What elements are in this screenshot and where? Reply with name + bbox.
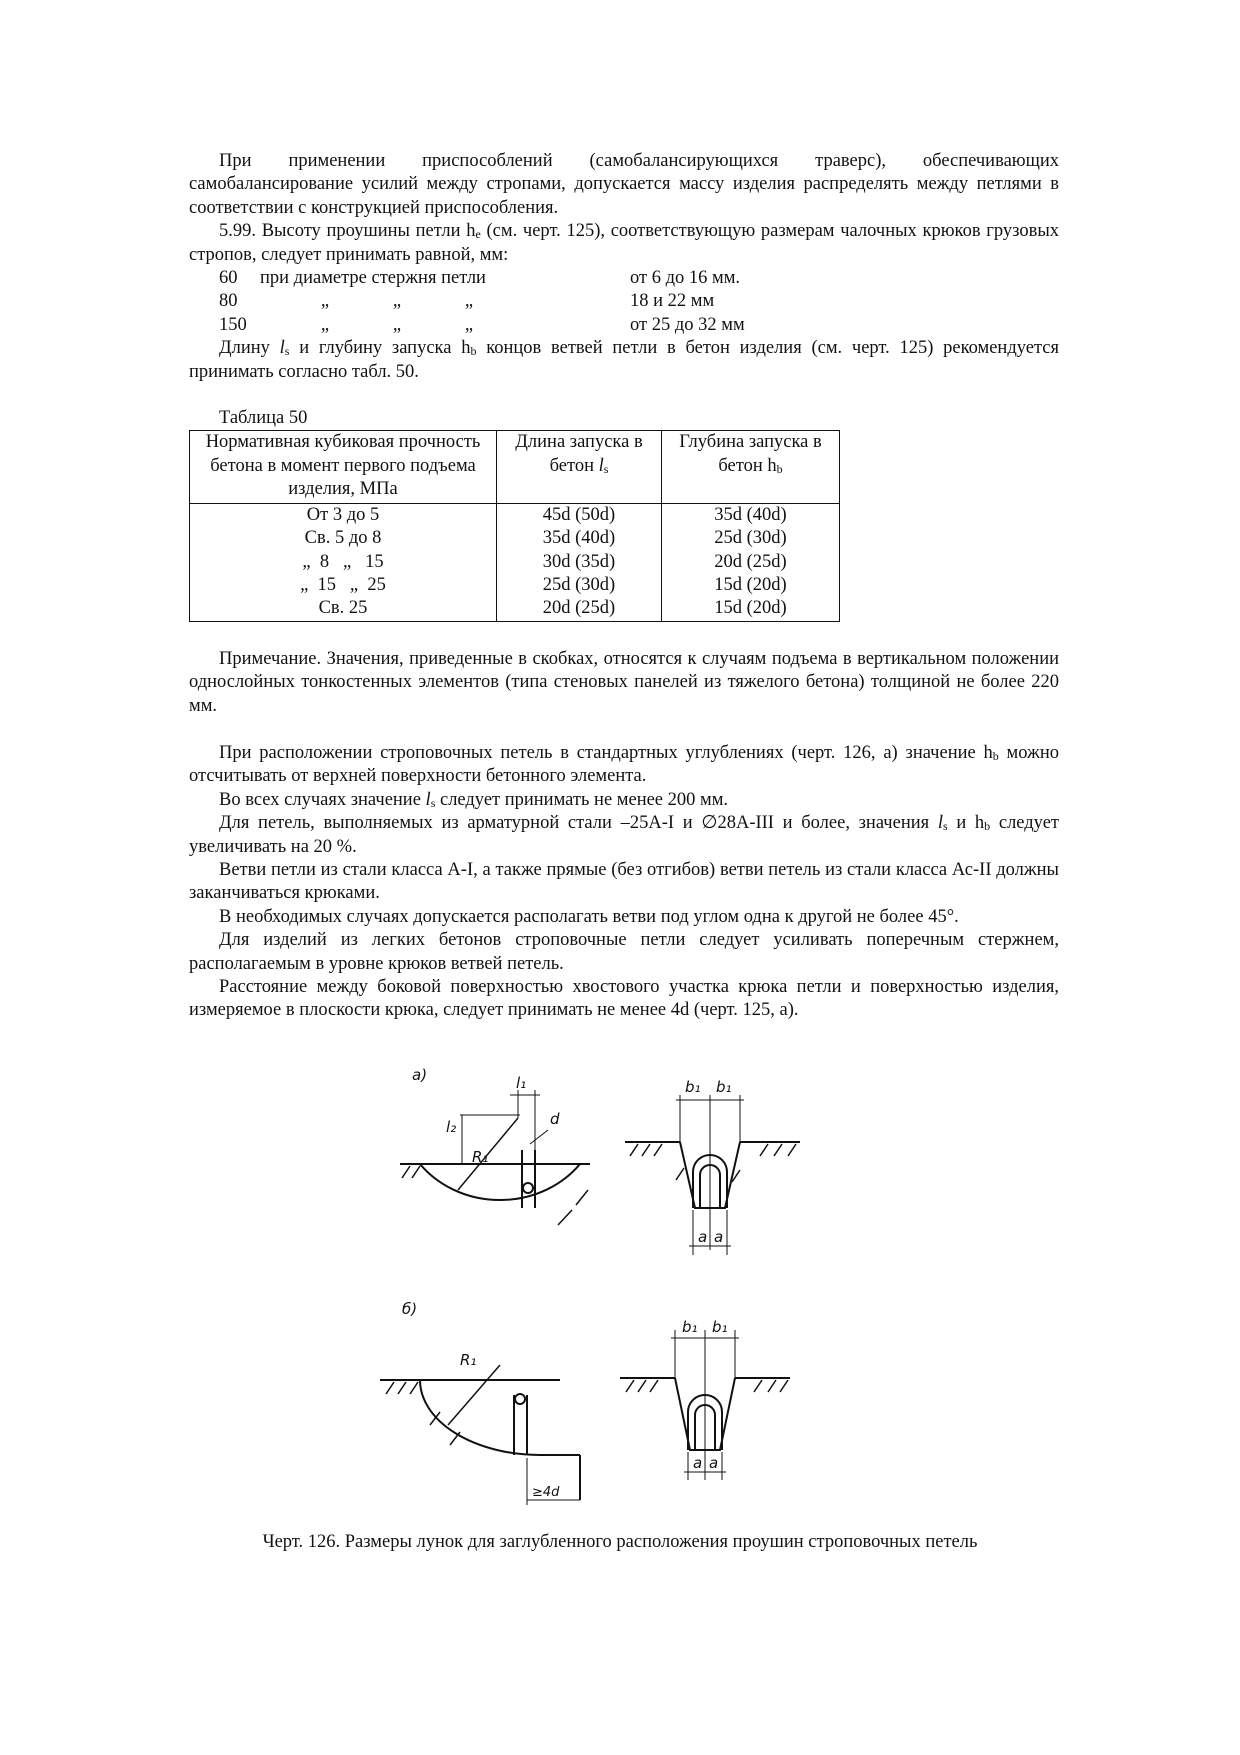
- paragraph: Во всех случаях значение $l_s$ следует принимать не менее 200 мм.: [219, 789, 729, 810]
- label-r1: R₁: [472, 1148, 489, 1166]
- table-row: [190, 527, 840, 550]
- text: 5.99. Высоту проушины петли h: [219, 221, 476, 242]
- table-header-row: [190, 431, 840, 503]
- table-cell: 45d (50d): [497, 503, 662, 527]
- figure-caption: Черт. 126. Размеры лунок для заглубленного расположения проушин строповочных петель: [262, 1532, 978, 1552]
- height-range: от 6 до 16 мм.: [630, 268, 741, 289]
- label-b: б): [402, 1300, 418, 1318]
- table-header-length: Длина запуска в бетон $l_s$: [497, 431, 662, 503]
- table-cell: 20d (25d): [497, 597, 662, 621]
- table-cell: 35d (40d): [497, 527, 662, 550]
- drawing-126: [380, 1060, 850, 1515]
- table-cell: Св. 5 до 8: [190, 527, 497, 550]
- paragraph: Для изделий из легких бетонов строповочные петли следует усиливать поперечным стержнем, располагаемым в уровне крюков ветвей петель.: [189, 930, 1059, 974]
- label-4d: ≥4d: [532, 1485, 560, 1500]
- table-cell: „ 15 „ 25: [190, 574, 497, 597]
- recess-section-a: [400, 1090, 590, 1230]
- table-cell: 35d (40d): [662, 503, 840, 527]
- subscript: e: [475, 227, 481, 242]
- table-row: [190, 503, 840, 527]
- label-b1: b₁: [712, 1318, 728, 1336]
- table-row: [190, 574, 840, 597]
- height-label: при диаметре стержня петли: [260, 268, 486, 289]
- label-d: d: [550, 1110, 560, 1128]
- paragraph: Для петель, выполняемых из арматурной стали ⎯25А-I и ∅28А-III и более, значения $l_s$ и $h_b$ следует увеличивать на 20 %.: [189, 813, 1059, 857]
- recess-front-b: [620, 1330, 790, 1480]
- label-b1: b₁: [682, 1318, 698, 1336]
- ditto-marks: „ „ „: [320, 291, 474, 312]
- height-value: 80: [219, 291, 238, 312]
- paragraph: При расположении строповочных петель в стандартных углублениях (черт. 126, а) значение $h_b$ можно отсчитывать от верхней поверхности бетонного элемента.: [189, 742, 1059, 787]
- table-cell: 15d (20d): [662, 574, 840, 597]
- paragraph: В необходимых случаях допускается располагать ветви под углом одна к другой не более 45°.: [219, 906, 959, 927]
- table-cell: 20d (25d): [662, 551, 840, 574]
- height-value: 150: [219, 314, 247, 335]
- recess-section-b: [380, 1365, 580, 1505]
- paragraph: Расстояние между боковой поверхностью хвостового участка крюка петли и поверхностью изделия, измеряемое в плоскости крюка, следует принимать не менее 4d (черт. 125, а).: [189, 977, 1059, 1021]
- table-header-depth: Глубина запуска в бетон $h_b$: [662, 431, 840, 503]
- table-note: Примечание. Значения, приведенные в скобках, относятся к случаям подъема в вертикальном положении однослойных тонкостенных элементов (типа стеновых панелей из тяжелого бетона) толщиной не более 220 мм.: [189, 648, 1059, 716]
- table-cell: 25d (30d): [497, 574, 662, 597]
- text: (см. черт. 125), соответствующую размерам чалочных крюков грузовых стропов, следует принимать равной, мм:: [189, 221, 1059, 265]
- table-cell: От 3 до 5: [190, 503, 497, 527]
- paragraph-length: Длину $l_s$ и глубину запуска $h_b$ концов ветвей петли в бетон изделия (см. черт. 125) рекомендуется принимать согласно табл. 50.: [189, 338, 1059, 382]
- label-b1: b₁: [685, 1078, 701, 1096]
- table-50: [189, 430, 840, 621]
- paragraph: При применении приспособлений (самобалансирующихся траверс), обеспечивающих самобалансирование усилий между стропами, допускается массу изделия распределять между петлями в соответствии с конструкцией приспособления.: [189, 151, 1059, 218]
- label-a-dim: a: [693, 1454, 703, 1472]
- height-row: [189, 267, 1059, 290]
- table-cell: 30d (35d): [497, 551, 662, 574]
- table-cell: 15d (20d): [662, 597, 840, 621]
- paragraph: Ветви петли из стали класса А-I, а также прямые (без отгибов) ветви петель из стали класса Ас-II должны заканчиваться крюками.: [189, 859, 1059, 904]
- label-b1: b₁: [716, 1078, 732, 1096]
- height-value: 60: [219, 268, 238, 289]
- label-l1: l₁: [516, 1074, 527, 1092]
- recess-arc: [420, 1380, 540, 1455]
- recess-arc: [420, 1164, 580, 1200]
- label-a-dim: a: [698, 1228, 708, 1246]
- document-body: [189, 150, 1059, 1023]
- table-row: [190, 597, 840, 621]
- height-row: [189, 290, 1059, 313]
- table-cell: 25d (30d): [662, 527, 840, 550]
- height-range: 18 и 22 мм: [630, 291, 715, 312]
- table-cell: Св. 25: [190, 597, 497, 621]
- label-a-dim: a: [709, 1454, 719, 1472]
- ditto-marks: „ „ „: [320, 314, 474, 335]
- label-l2: l₂: [446, 1118, 457, 1136]
- table-caption: Таблица 50: [219, 408, 308, 429]
- height-row: [189, 314, 1059, 337]
- recess-front-a: [625, 1095, 800, 1255]
- label-a: а): [412, 1066, 428, 1084]
- height-range: от 25 до 32 мм: [630, 314, 745, 335]
- label-a-dim: a: [714, 1228, 724, 1246]
- label-r1: R₁: [460, 1351, 477, 1369]
- table-cell: „ 8 „ 15: [190, 551, 497, 574]
- table-header-strength: Нормативная кубиковая прочность бетона в момент первого подъема изделия, МПа: [190, 431, 497, 503]
- table-row: [190, 551, 840, 574]
- paragraph-5-99: [189, 220, 1059, 267]
